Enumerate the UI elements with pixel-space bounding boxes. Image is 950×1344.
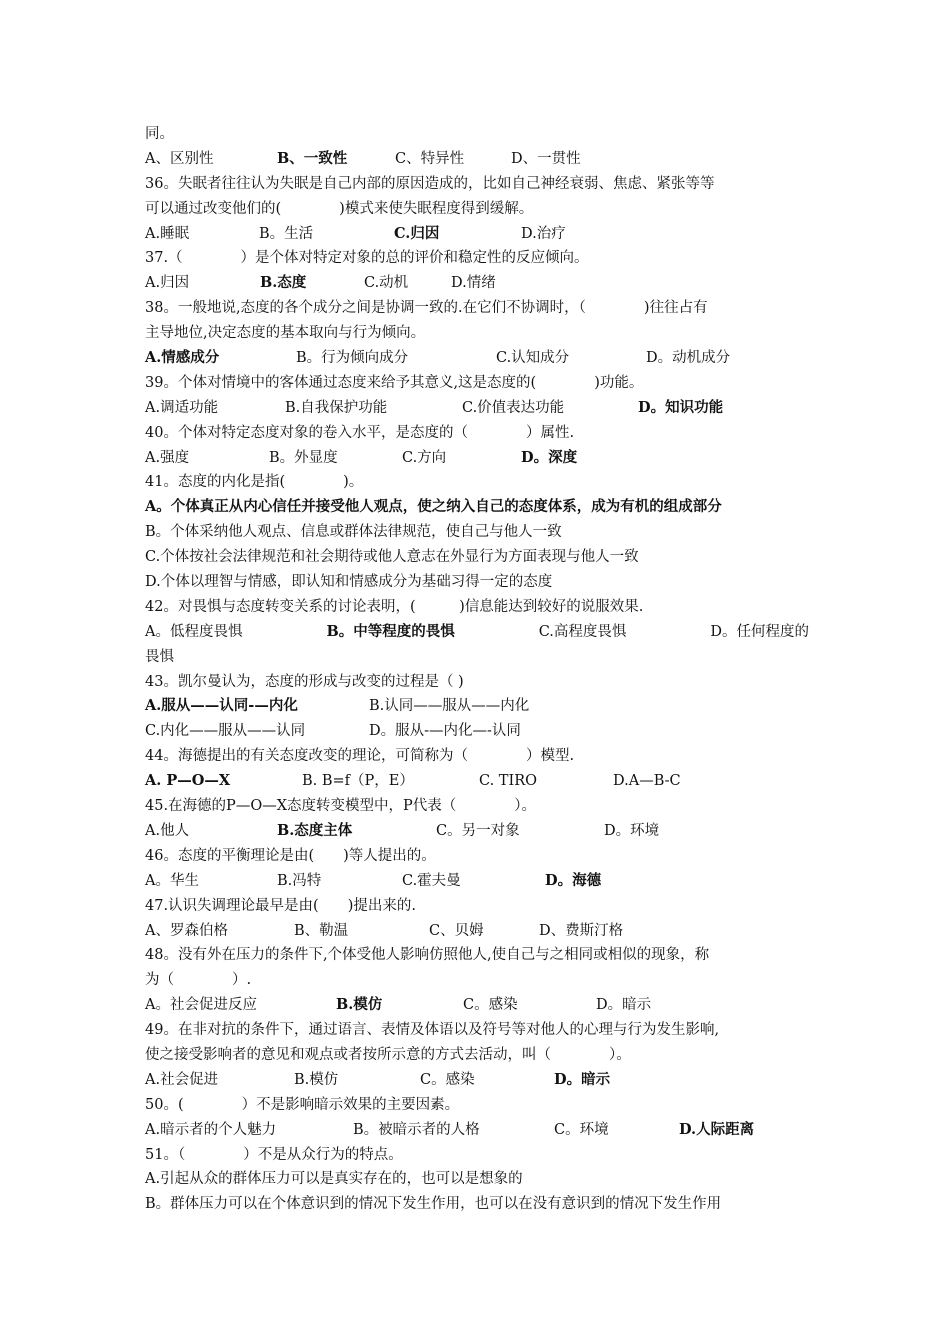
answer-options (145, 346, 809, 371)
option-d-correct: D。知识功能 (638, 398, 724, 416)
option-a: A.引起从众的群体压力可以是真实存在的，也可以是想象的 (145, 1171, 523, 1188)
answer-options (145, 147, 809, 172)
option-a-correct: A。个体真正从内心信任并接受他人观点，使之纳入自己的态度体系，成为有机的组成部分 (145, 498, 722, 516)
option-d: D.A—B-C (613, 773, 681, 790)
answer-options (145, 446, 809, 471)
option-a: A.强度 (145, 449, 190, 466)
option-b-correct: B.态度主体 (277, 821, 353, 839)
option-b-correct: B.态度 (260, 274, 307, 292)
question-text: 45.在海德的P—O—X态度转变模型中，P代表（ ）。 (145, 798, 537, 815)
question-text: 为（ ）. (145, 972, 252, 989)
option-c: C.霍夫曼 (402, 872, 461, 889)
document-page (145, 122, 809, 1217)
option-a: A.睡眠 (145, 225, 190, 242)
question-text: 主导地位,决定态度的基本取向与行为倾向。 (145, 325, 426, 342)
answer-options (145, 620, 809, 645)
option-b-correct: B。中等程度的畏惧 (326, 622, 455, 640)
answer-options (145, 919, 809, 944)
question-text: 48。没有外在压力的条件下,个体受他人影响仿照他人,使自己与之相同或相似的现象，称 (145, 947, 710, 964)
option-d: D.治疗 (521, 225, 566, 242)
answer-options (145, 719, 809, 744)
option-c: C.认知成分 (496, 350, 570, 367)
option-b: B. B=f（P，E） (302, 773, 414, 790)
text-line: 同。 (145, 126, 174, 142)
option-b: B。个体采纳他人观点、信息或群体法律规范，使自己与他人一致 (145, 524, 562, 541)
option-c: C.价值表达功能 (462, 399, 565, 416)
option-a: A。低程度畏惧 (145, 623, 243, 640)
option-c: C.动机 (364, 275, 409, 292)
option-d: D、一贯性 (511, 150, 581, 167)
option-a-correct: A. P—O—X (145, 772, 231, 790)
question-text: 40。个体对特定态度对象的卷入水平，是态度的（ ）属性. (145, 424, 575, 441)
option-d: D。任何程度的 (710, 623, 809, 640)
option-b: B.自我保护功能 (285, 399, 388, 416)
question-text: 38。一般地说,态度的各个成分之间是协调一致的.在它们不协调时，（ )往往占有 (145, 300, 708, 317)
option-b: B.冯特 (277, 872, 322, 889)
option-a-correct: A.服从——认同-—内化 (145, 697, 298, 715)
option-b: B。群体压力可以在个体意识到的情况下发生作用，也可以在没有意识到的情况下发生作用 (145, 1196, 722, 1213)
option-a: A、区别性 (145, 150, 214, 167)
option-c: C。感染 (463, 997, 518, 1014)
question-text: 50。( ）不是影响暗示效果的主要因素。 (145, 1096, 460, 1113)
option-c-correct: C.归因 (394, 224, 440, 242)
option-a: A、罗森伯格 (145, 922, 228, 939)
question-text: 47.认识失调理论最早是由( )提出来的. (145, 897, 416, 914)
question-text: 46。态度的平衡理论是由( )等人提出的。 (145, 847, 436, 864)
option-b: B.模仿 (294, 1071, 339, 1088)
answer-options (145, 396, 809, 421)
question-text: 可以通过改变他们的( )模式来使失眠程度得到缓解。 (145, 200, 534, 217)
answer-options (145, 819, 809, 844)
option-b-correct: B、一致性 (277, 149, 348, 167)
answer-options (145, 694, 809, 719)
option-d-continued: 畏惧 (145, 648, 174, 665)
option-a: A.暗示者的个人魅力 (145, 1121, 277, 1138)
option-d-correct: D。暗示 (554, 1070, 611, 1088)
answer-options (145, 869, 809, 894)
option-d: D。暗示 (596, 997, 652, 1014)
option-c: C、贝姆 (429, 922, 484, 939)
option-b: B。生活 (259, 225, 314, 242)
option-c: C.个体按社会法律规范和社会期待或他人意志在外显行为方面表现与他人一致 (145, 549, 639, 566)
option-c: C。另一对象 (436, 822, 520, 839)
answer-options (145, 271, 809, 296)
question-text: 36。失眠者往往认为失眠是自己内部的原因造成的，比如自己神经衰弱、焦虑、紧张等等 (145, 175, 715, 192)
option-d: D.情绪 (451, 275, 496, 292)
option-c: C。环境 (554, 1121, 609, 1138)
option-a: A.他人 (145, 822, 190, 839)
option-d-correct: D。深度 (521, 448, 578, 466)
option-b: B。行为倾向成分 (296, 350, 409, 367)
option-a: A。华生 (145, 872, 199, 889)
option-d: D。服从-—内化—-认同 (369, 723, 521, 740)
option-a: A.归因 (145, 275, 190, 292)
question-text: 44。海德提出的有关态度改变的理论，可简称为（ ）模型. (145, 748, 575, 765)
question-text: 42。对畏惧与态度转变关系的讨论表明，( )信息能达到较好的说服效果. (145, 598, 644, 615)
option-a: A.调适功能 (145, 399, 219, 416)
option-d: D。环境 (604, 822, 660, 839)
answer-options (145, 1118, 809, 1143)
answer-options (145, 769, 809, 794)
question-text: 49。在非对抗的条件下，通过语言、表情及体语以及符号等对他人的心理与行为发生影响, (145, 1022, 720, 1039)
option-a: A。社会促进反应 (145, 997, 257, 1014)
answer-options (145, 1068, 809, 1093)
question-text: 39。个体对情境中的客体通过态度来给予其意义,这是态度的( )功能。 (145, 374, 644, 391)
option-b: B。外显度 (269, 449, 338, 466)
option-d: D.个体以理智与情感，即认知和情感成分为基础习得一定的态度 (145, 574, 553, 591)
option-a-correct: A.情感成分 (145, 349, 220, 367)
option-d: D、费斯汀格 (539, 922, 624, 939)
answer-options (145, 222, 809, 247)
option-c: C。感染 (420, 1071, 475, 1088)
option-a: A.社会促进 (145, 1071, 219, 1088)
question-text: 43。凯尔曼认为，态度的形成与改变的过程是（ ) (145, 673, 464, 690)
option-d: D。动机成分 (646, 350, 731, 367)
question-text: 使之接受影响者的意见和观点或者按所示意的方式去活动，叫（ ）。 (145, 1046, 631, 1063)
question-text: 41。态度的内化是指( )。 (145, 474, 364, 491)
answer-options (145, 993, 809, 1018)
question-text: 51。（ ）不是从众行为的特点。 (145, 1146, 403, 1163)
option-c: C.方向 (402, 449, 447, 466)
option-b: B。被暗示者的人格 (353, 1121, 480, 1138)
option-b: B、勒温 (294, 922, 349, 939)
option-c: C. TIRO (479, 773, 537, 790)
option-b: B.认同——服从——内化 (369, 698, 530, 715)
option-c: C、特异性 (395, 150, 465, 167)
option-c: C.内化——服从——认同 (145, 723, 306, 740)
question-text: 37.（ ）是个体对特定对象的总的评价和稳定性的反应倾向。 (145, 250, 589, 267)
option-c: C.高程度畏惧 (538, 623, 627, 640)
option-b-correct: B.模仿 (336, 996, 383, 1014)
option-d-correct: D.人际距离 (679, 1120, 755, 1138)
option-d-correct: D。海德 (545, 871, 602, 889)
